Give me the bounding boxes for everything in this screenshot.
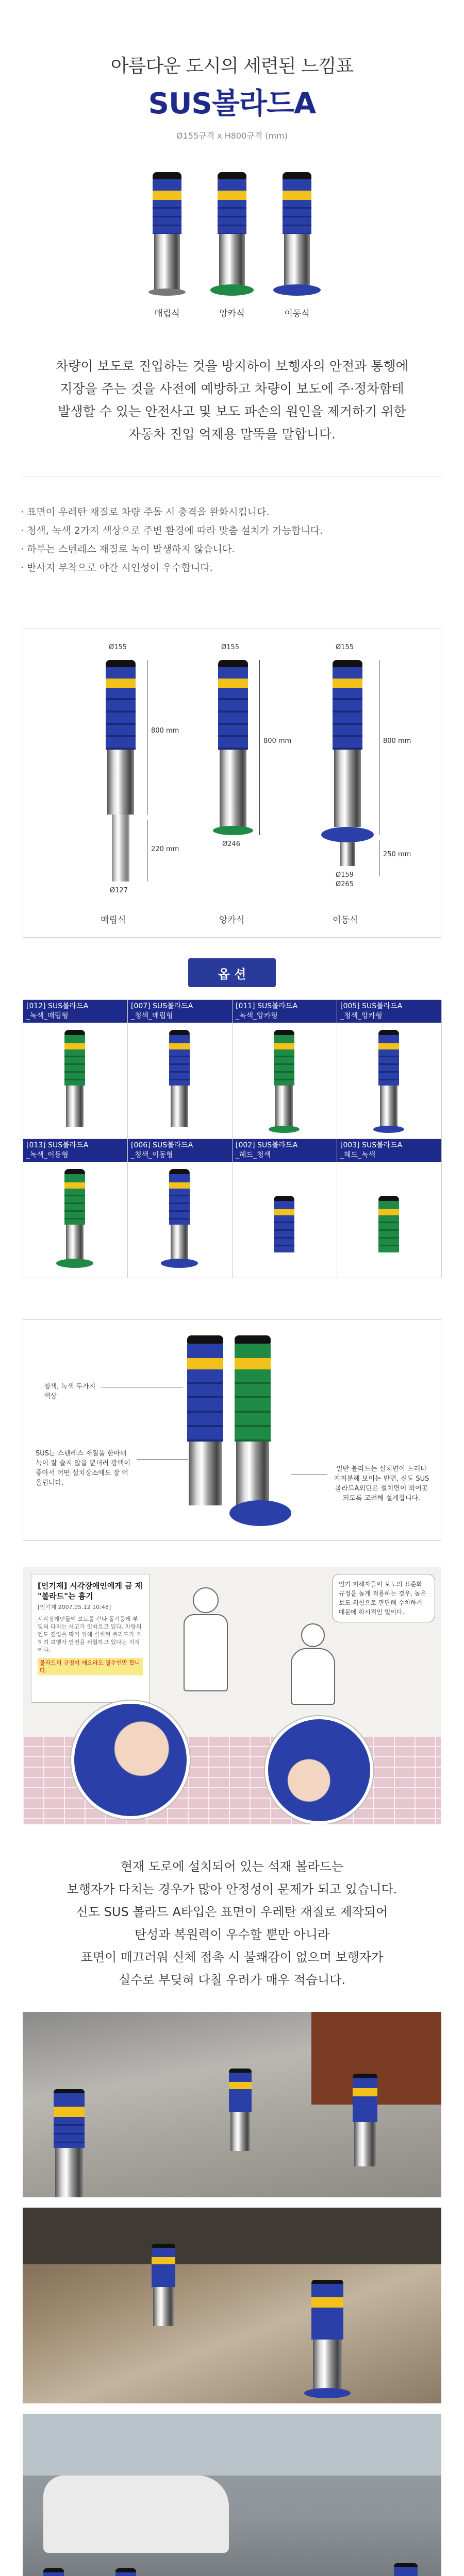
option-code: [013] SUS볼라드A <box>26 1141 89 1149</box>
option-tag <box>337 1000 441 1023</box>
feature-item: · 표면이 우레탄 재질로 차량 주돌 시 충격을 완화시킵니다. <box>21 506 270 518</box>
header <box>0 0 464 141</box>
option-desc: _녹색_매립형 <box>26 1012 69 1020</box>
option-item[interactable] <box>233 1000 337 1139</box>
dim-top: Ø155 <box>109 643 127 651</box>
type-embedded <box>153 172 181 319</box>
option-bollard-image <box>274 1030 294 1133</box>
dim-height: 800 mm <box>383 737 411 745</box>
spec-label: 앙카식 <box>219 915 245 925</box>
news-title: [인기제] 시각장애인에게 금 제 "볼라드"는 흉기 <box>38 1581 143 1601</box>
note-colors: 청색, 녹색 두가지 색상 <box>44 1383 96 1400</box>
option-item[interactable] <box>128 1000 233 1139</box>
dim-base: Ø127 <box>110 887 128 894</box>
option-desc: _청색_이동형 <box>131 1151 173 1159</box>
option-desc: _헤드_녹색 <box>340 1151 376 1159</box>
intro-line: 발생할 수 있는 안전사고 및 보도 파손의 원인을 제거하기 위한 <box>58 404 406 419</box>
pedestrian-figure <box>184 1614 228 1691</box>
news-body: 시각장애인들이 보도를 걷다 돌기둥에 부딪혀 다치는 사고가 잇따르고 있다. 차량의 인도 진입을 막기 위해 설치된 볼라드가 오히려 보행자 안전을 위협하고 있다는 지적이다. <box>38 1616 142 1653</box>
dim-base: Ø246 <box>222 840 241 848</box>
installation-photo <box>23 2012 441 2197</box>
news-date: [인기제 2007.05.12 10:48] <box>38 1604 111 1611</box>
dim-base: Ø159 <box>336 871 354 879</box>
detail-circle-left <box>71 1701 190 1819</box>
outro-line: 보행자가 다치는 경우가 많아 안정성이 문제가 되고 있습니다. <box>67 1882 397 1896</box>
option-item[interactable] <box>337 1139 442 1278</box>
types-row <box>0 172 464 319</box>
option-code: [006] SUS볼라드A <box>131 1141 193 1149</box>
option-tag <box>23 1139 127 1162</box>
option-tag <box>128 1000 232 1023</box>
spec-label: 매립식 <box>101 915 126 925</box>
installation-photo <box>23 2208 441 2403</box>
feature-item: · 하부는 스텐레스 재질로 녹이 발생하지 않습니다. <box>21 544 235 555</box>
spec-bollard-anchor <box>218 660 248 835</box>
detail-bollard-blue <box>187 1335 223 1505</box>
bollard-image <box>283 172 311 296</box>
option-desc: _청색_매립형 <box>131 1012 173 1020</box>
type-mobile <box>283 172 311 319</box>
spec-diagram <box>23 629 441 938</box>
detail-diagram <box>23 1319 441 1541</box>
dim-base: Ø265 <box>336 880 354 888</box>
type-label: 이동식 <box>284 309 310 319</box>
detail-circle-right <box>265 1716 373 1824</box>
dim-height: 800 mm <box>151 727 179 735</box>
pedestrian-figure <box>301 1623 325 1647</box>
option-bollard-image <box>274 1196 294 1252</box>
intro-line: 지장을 주는 것을 사전에 예방하고 차량이 보도에 주·정차함테 <box>60 381 404 396</box>
bollard-image <box>218 172 246 296</box>
option-code: [007] SUS볼라드A <box>131 1002 193 1010</box>
outro-line: 탄성과 복원력이 우수할 뿐만 아니라 <box>134 1927 330 1942</box>
dim-embed: 220 mm <box>151 845 179 853</box>
page-subtitle: 아름다운 도시의 세련된 느낌표 <box>110 56 354 77</box>
size-note: Ø155규격 x H800규격 (mm) <box>176 131 288 141</box>
outro-line: 표면이 매끄러워 신체 접촉 시 불쾌감이 없으며 보행자가 <box>80 1950 384 1964</box>
intro-line: 자동차 진입 억제용 말뚝을 말합니다. <box>128 427 336 442</box>
intro-text <box>0 355 464 446</box>
outro-text <box>0 1855 464 1991</box>
option-desc: _헤드_청색 <box>236 1151 271 1159</box>
option-item[interactable] <box>23 1000 128 1139</box>
bollard-image <box>153 172 181 296</box>
news-clipping <box>31 1574 150 1703</box>
option-desc: _녹색_앙카형 <box>236 1012 278 1020</box>
option-desc: _청색_앙카형 <box>340 1012 383 1020</box>
options-heading: 옵 션 <box>188 958 276 987</box>
option-bollard-image <box>169 1030 190 1133</box>
spec-bollard-embedded <box>106 660 136 882</box>
option-tag <box>128 1139 232 1162</box>
dim-top: Ø155 <box>221 643 240 651</box>
safety-illustration <box>23 1567 441 1824</box>
type-label: 앙카식 <box>219 309 245 319</box>
option-code: [012] SUS볼라드A <box>26 1002 89 1010</box>
dim-height: 800 mm <box>263 737 292 745</box>
news-highlight: 볼라드의 규정이 에요라도 필수인만 합니다. <box>38 1658 143 1675</box>
feature-item: · 반사지 부착으로 야간 시인성이 우수합니다. <box>21 562 213 573</box>
note-steel: SUS는 스텐레스 재질을 한마떠 녹이 잘 슬지 않을 뿐더러 광택이 좋아서 어떤 설치장소에도 잘 어울립니다. <box>36 1450 130 1487</box>
option-bollard-image <box>378 1196 399 1252</box>
option-code: [005] SUS볼라드A <box>340 1002 403 1010</box>
option-code: [003] SUS볼라드A <box>340 1141 403 1149</box>
option-bollard-image <box>64 1030 85 1133</box>
option-code: [011] SUS볼라드A <box>236 1002 298 1010</box>
pedestrian-figure <box>291 1648 335 1705</box>
type-label: 매립식 <box>154 309 180 319</box>
option-item[interactable] <box>233 1139 337 1278</box>
option-tag <box>337 1139 441 1162</box>
option-item[interactable] <box>23 1139 128 1278</box>
feature-item: · 청색, 녹색 2가지 색상으로 주변 환경에 따라 맞춤 설치가 가능합니다. <box>21 525 323 536</box>
option-bollard-image <box>169 1169 190 1272</box>
option-code: [002] SUS볼라드A <box>236 1141 298 1149</box>
option-item[interactable] <box>337 1000 442 1139</box>
option-desc: _녹색_이동형 <box>26 1151 69 1159</box>
dim-top: Ø155 <box>336 643 354 651</box>
option-bollard-image <box>378 1030 399 1133</box>
option-tag <box>23 1000 127 1023</box>
feature-list <box>21 503 443 577</box>
installation-photo <box>23 2414 441 2576</box>
detail-bollard-green <box>235 1335 271 1505</box>
note-base: 일반 볼라드는 설치면이 드러나 지저분해 보이는 반면, 신도 SUS볼라드A외딘은 설치면이 외어곳되도록 고려해 설계합니다. <box>334 1465 429 1502</box>
type-anchor <box>218 172 246 319</box>
spec-label: 이동식 <box>333 915 358 925</box>
option-tag <box>233 1000 337 1023</box>
option-bollard-image <box>64 1169 85 1272</box>
outro-line: 현재 도로에 설치되어 있는 석재 볼라드는 <box>120 1859 344 1874</box>
detail-base <box>229 1500 291 1526</box>
dim-lower: 250 mm <box>383 851 411 858</box>
outro-line: 실수로 부딪혀 다칠 우려가 매우 적습니다. <box>119 1973 345 1987</box>
page-title: SUS볼라드A <box>148 87 316 121</box>
speech-bubble: 인기 피해자들이 보도의 표준화 규정을 높게 적용하는 경우, 높은 보도 위험으로 판단해 수치하기 때문에 하시적인 일이다. <box>332 1574 435 1622</box>
spec-bollard-mobile <box>333 660 362 866</box>
outro-line: 신도 SUS 볼라드 A타입은 표면이 우레탄 재질로 제작되어 <box>76 1905 388 1919</box>
option-tag <box>233 1139 337 1162</box>
option-item[interactable] <box>128 1139 233 1278</box>
intro-line: 차량이 보도로 진입하는 것을 방지하여 보행자의 안전과 통행에 <box>56 359 408 374</box>
options-grid <box>23 999 441 1278</box>
pedestrian-figure <box>193 1587 219 1613</box>
